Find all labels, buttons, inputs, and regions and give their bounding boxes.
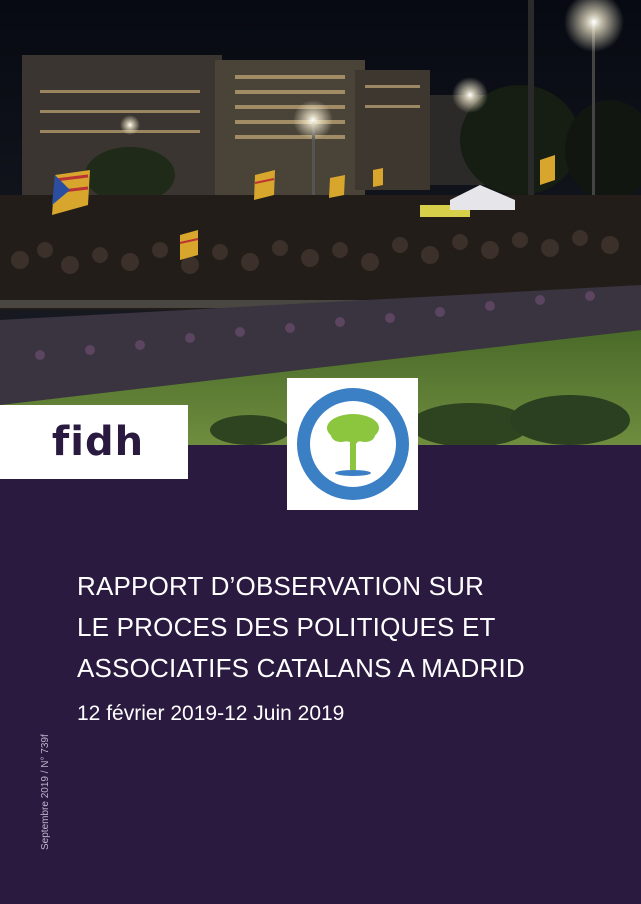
title-line: ASSOCIATIFS CATALANS A MADRID xyxy=(77,653,525,683)
partner-logo xyxy=(287,378,418,510)
fidh-logo xyxy=(0,405,188,479)
fidh-logo-text: fidh xyxy=(51,419,145,465)
title-line: RAPPORT D’OBSERVATION SUR xyxy=(77,571,485,601)
report-dates: 12 février 2019-12 Juin 2019 xyxy=(77,702,345,725)
report-title xyxy=(77,566,617,728)
title-line: LE PROCES DES POLITIQUES ET xyxy=(77,612,496,642)
publication-info: Septembre 2019 / N° 739f xyxy=(40,734,51,850)
